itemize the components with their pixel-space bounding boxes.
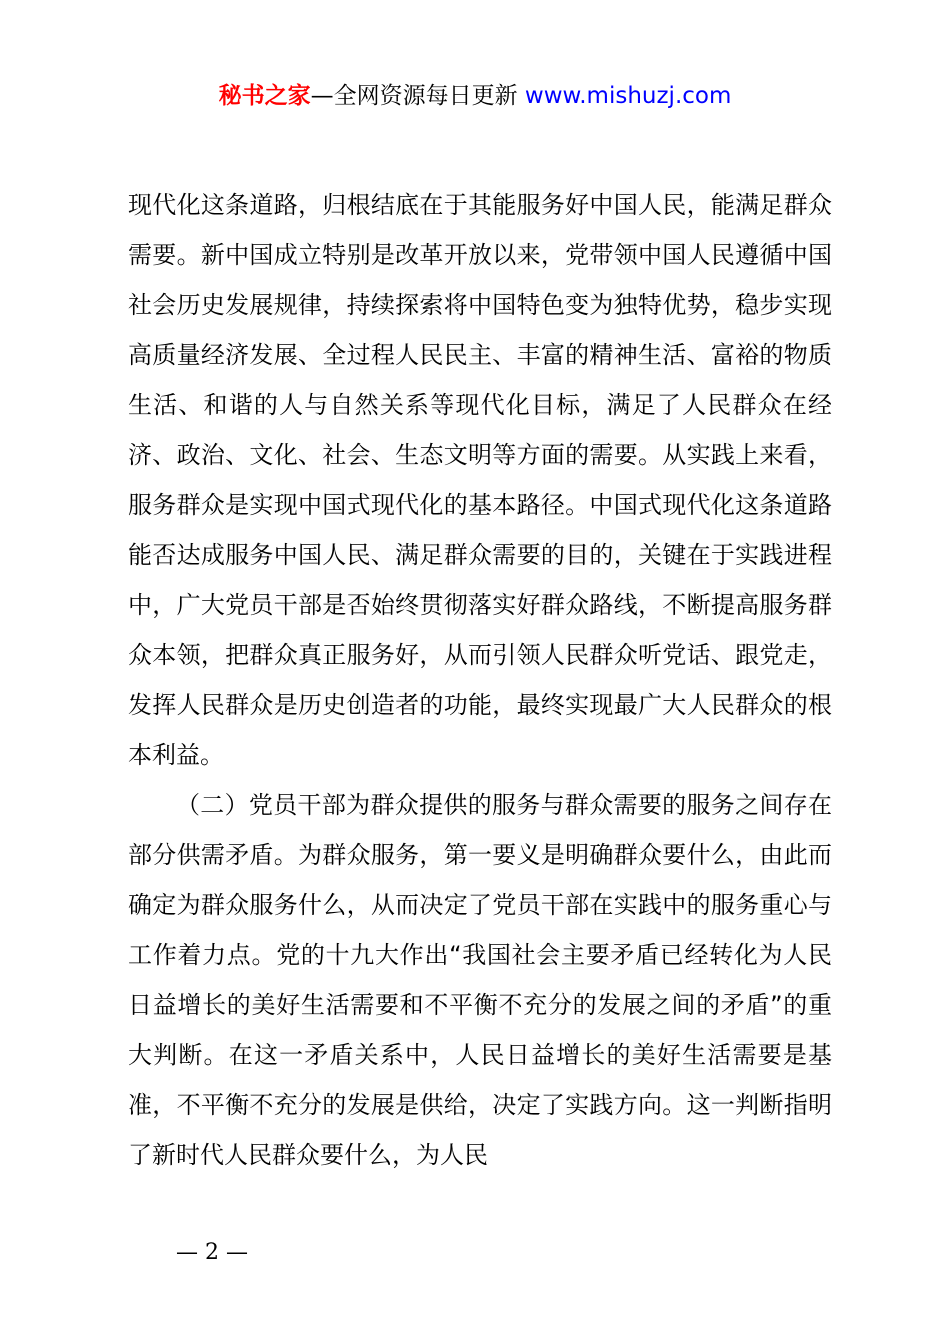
body-text [128,180,832,1180]
header-site-url: www.mishuzj.com [524,83,732,109]
paragraph-continuation: 现代化这条道路，归根结底在于其能服务好中国人民，能满足群众需要。新中国成立特别是改革开放以来，党带领中国人民遵循中国社会历史发展规律，持续探索将中国特色变为独特优势，稳步实现高质量经济发展、全过程人民民主、丰富的精神生活、富裕的物质生活、和谐的人与自然关系等现代化目标，满足了人民群众在经济、政治、文化、社会、生态文明等方面的需要。从实践上来看，服务群众是实现中国式现代化的基本路径。中国式现代化这条道路能否达成服务中国人民、满足群众需要的目的，关键在于实践进程中，广大党员干部是否始终贯彻落实好群众路线，不断提高服务群众本领，把群众真正服务好，从而引领人民群众听党话、跟党走，发挥人民群众是历史创造者的功能，最终实现最广大人民群众的根本利益。 [128,191,832,769]
page-header [0,78,950,114]
page-number: — 2 — [176,1240,248,1265]
header-brand: 秘书之家 [218,83,311,109]
header-tagline: —全网资源每日更新 [310,83,518,109]
paragraph-section-two: （二）党员干部为群众提供的服务与群众需要的服务之间存在部分供需矛盾。为群众服务，第一要义是明确群众要什么，由此而确定为群众服务什么，从而决定了党员干部在实践中的服务重心与工作着力点。党的十九大作出“我国社会主要矛盾已经转化为人民日益增长的美好生活需要和不平衡不充分的发展之间的矛盾”的重大判断。在这一矛盾关系中，人民日益增长的美好生活需要是基准，不平衡不充分的发展是供给，决定了实践方向。这一判断指明了新时代人民群众要什么，为人民 [128,791,832,1169]
